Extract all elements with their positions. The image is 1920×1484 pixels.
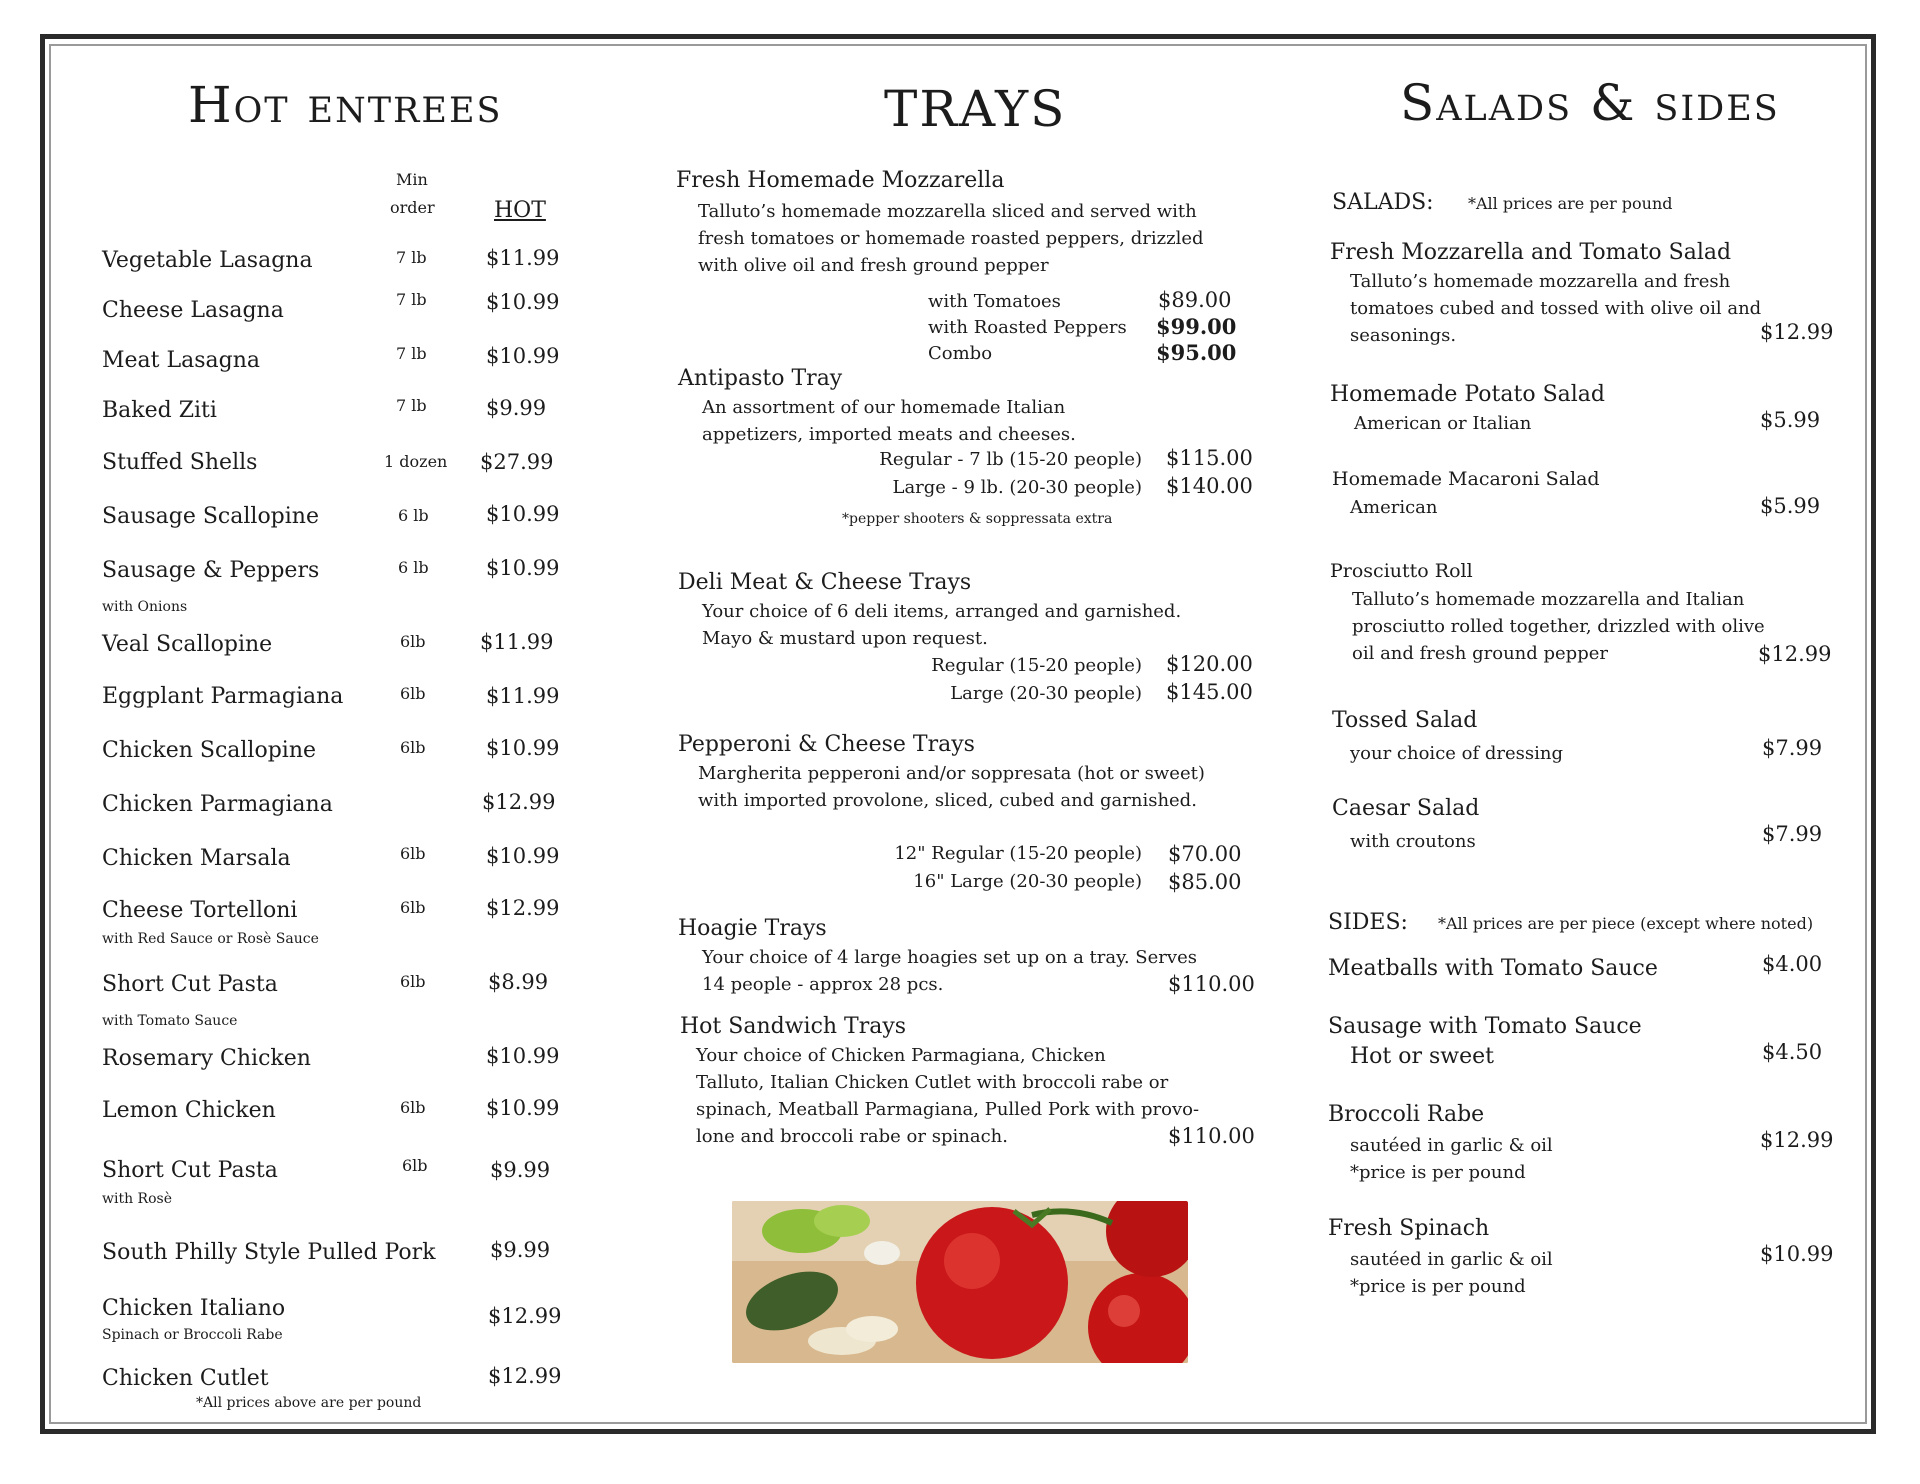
entree-price: $12.99 — [488, 1364, 562, 1388]
entree-min: 1 dozen — [384, 452, 448, 471]
salad-name: Caesar Salad — [1332, 796, 1480, 821]
hot-footnote: *All prices above are per pound — [196, 1395, 422, 1411]
hot-price-header: HOT — [494, 198, 546, 223]
salad-name: Homemade Macaroni Salad — [1332, 468, 1600, 490]
tray-pepperoni-name: Pepperoni & Cheese Trays — [678, 732, 975, 757]
salad-desc: Talluto’s homemade mozzarella and Italian prosciutto rolled together, drizzled with olive oil and fresh ground pepper — [1352, 589, 1765, 664]
entree-name: Chicken Italiano — [102, 1296, 286, 1321]
salad-name: Homemade Potato Salad — [1330, 382, 1605, 407]
salad-desc: American — [1350, 497, 1438, 518]
tray-deli-price: $145.00 — [1166, 680, 1253, 704]
trays-title: TRAYS — [884, 80, 1067, 138]
tray-pepperoni-price: $85.00 — [1168, 870, 1242, 894]
tray-hoagie-price: $110.00 — [1168, 972, 1255, 996]
hot-entrees-title: Hot entrees — [188, 76, 503, 134]
tray-mozzarella-option: with Roasted Peppers — [928, 317, 1127, 338]
entree-price: $9.99 — [486, 396, 547, 420]
entree-name: Cheese Tortelloni — [102, 898, 298, 923]
tray-deli-option: Large (20-30 people) — [950, 683, 1142, 704]
side-name: Broccoli Rabe — [1328, 1102, 1485, 1127]
entree-subtitle: with Onions — [102, 599, 188, 615]
tray-antipasto-option: Regular - 7 lb (15-20 people) — [879, 449, 1142, 470]
entree-name: Sausage & Peppers — [102, 558, 320, 583]
entree-price: $11.99 — [486, 684, 560, 708]
entree-min: 6lb — [400, 1098, 426, 1117]
side-desc: sautéed in garlic & oil *price is per pound — [1350, 1135, 1553, 1183]
tomato-photo — [732, 1201, 1188, 1363]
entree-price: $8.99 — [488, 970, 549, 994]
entree-name: Chicken Scallopine — [102, 738, 317, 763]
side-desc: Hot or sweet — [1350, 1044, 1495, 1069]
side-name: Fresh Spinach — [1328, 1216, 1490, 1241]
salad-price: $5.99 — [1760, 494, 1821, 518]
entree-name: Chicken Cutlet — [102, 1366, 269, 1391]
entree-min: 6lb — [400, 684, 426, 703]
salad-price: $5.99 — [1760, 408, 1821, 432]
entree-subtitle: with Tomato Sauce — [102, 1013, 238, 1029]
entree-name: Rosemary Chicken — [102, 1046, 311, 1071]
entree-min: 6lb — [400, 738, 426, 757]
tray-hot-sandwich-name: Hot Sandwich Trays — [680, 1014, 907, 1039]
salad-desc: with croutons — [1350, 831, 1476, 852]
entree-min: 6 lb — [398, 506, 429, 525]
salad-name: Prosciutto Roll — [1330, 560, 1473, 582]
entree-name: Chicken Parmagiana — [102, 792, 333, 817]
tray-deli-desc: Your choice of 6 deli items, arranged and garnished. Mayo & mustard upon request. — [702, 601, 1182, 649]
tray-mozzarella-option: with Tomatoes — [928, 291, 1061, 312]
side-price: $12.99 — [1760, 1128, 1834, 1152]
entree-min: 6 lb — [398, 558, 429, 577]
salad-price: $12.99 — [1758, 642, 1832, 666]
entree-name: Sausage Scallopine — [102, 504, 319, 529]
min-header-line2: order — [390, 198, 435, 217]
tray-antipasto-desc: An assortment of our homemade Italian appetizers, imported meats and cheeses. — [702, 397, 1076, 445]
entree-subtitle: with Rosè — [102, 1191, 172, 1207]
entree-price: $11.99 — [486, 246, 560, 270]
salad-price: $7.99 — [1762, 736, 1823, 760]
salad-name: Tossed Salad — [1332, 708, 1478, 733]
entree-price: $9.99 — [490, 1158, 551, 1182]
tray-pepperoni-option: 12" Regular (15-20 people) — [894, 843, 1142, 864]
entree-price: $11.99 — [480, 630, 554, 654]
tray-antipasto-price: $115.00 — [1166, 446, 1253, 470]
entree-subtitle: Spinach or Broccoli Rabe — [102, 1327, 283, 1343]
tray-mozzarella-price: $99.00 — [1156, 314, 1237, 339]
tray-pepperoni-desc: Margherita pepperoni and/or soppresata (hot or sweet) with imported provolone, sliced, cubed and garnished. — [698, 763, 1205, 811]
entree-name: Stuffed Shells — [102, 450, 258, 475]
entree-price: $10.99 — [486, 844, 560, 868]
entree-price: $10.99 — [486, 1096, 560, 1120]
salads-note: *All prices are per pound — [1468, 194, 1673, 213]
side-price: $4.50 — [1762, 1040, 1823, 1064]
entree-min: 6lb — [400, 632, 426, 651]
salad-desc: Talluto’s homemade mozzarella and fresh tomatoes cubed and tossed with olive oil and seasonings. — [1350, 271, 1762, 346]
tray-antipasto-note: *pepper shooters & soppressata extra — [842, 511, 1113, 527]
tray-antipasto-price: $140.00 — [1166, 474, 1253, 498]
entree-price: $10.99 — [486, 556, 560, 580]
tray-hoagie-name: Hoagie Trays — [678, 916, 827, 941]
tray-antipasto-name: Antipasto Tray — [678, 366, 843, 391]
tray-pepperoni-option: 16" Large (20-30 people) — [913, 871, 1142, 892]
entree-price: $10.99 — [486, 736, 560, 760]
salad-name: Fresh Mozzarella and Tomato Salad — [1330, 240, 1732, 265]
entree-name: Short Cut Pasta — [102, 1158, 278, 1183]
entree-min: 7 lb — [396, 396, 427, 415]
entree-name: Lemon Chicken — [102, 1098, 276, 1123]
side-desc: sautéed in garlic & oil *price is per pound — [1350, 1249, 1553, 1297]
entree-min: 6lb — [400, 844, 426, 863]
salads-label: SALADS: — [1332, 190, 1434, 215]
entree-price: $10.99 — [486, 290, 560, 314]
entree-min: 7 lb — [396, 248, 427, 267]
entree-price: $10.99 — [486, 344, 560, 368]
entree-name: Chicken Marsala — [102, 846, 291, 871]
salad-desc: American or Italian — [1354, 413, 1532, 434]
entree-min: 6lb — [402, 1156, 428, 1175]
tray-mozzarella-price: $95.00 — [1156, 340, 1237, 365]
tray-deli-name: Deli Meat & Cheese Trays — [678, 570, 972, 595]
entree-price: $10.99 — [486, 1044, 560, 1068]
entree-price: $10.99 — [486, 502, 560, 526]
entree-min: 7 lb — [396, 344, 427, 363]
entree-price: $9.99 — [490, 1238, 551, 1262]
tray-deli-price: $120.00 — [1166, 652, 1253, 676]
sides-note: *All prices are per piece (except where noted) — [1438, 914, 1814, 933]
sides-label: SIDES: — [1328, 910, 1408, 935]
entree-min: 7 lb — [396, 290, 427, 309]
tray-mozzarella-price: $89.00 — [1158, 288, 1232, 312]
entree-price: $12.99 — [482, 790, 556, 814]
entree-name: Vegetable Lasagna — [102, 248, 313, 273]
tray-mozzarella-desc: Talluto’s homemade mozzarella sliced and served with fresh tomatoes or homemade roasted peppers, drizzled with olive oil and fresh ground pepper — [698, 201, 1204, 276]
tray-hot-sandwich-desc: Your choice of Chicken Parmagiana, Chicken Talluto, Italian Chicken Cutlet with broccoli rabe or spinach, Meatball Parmagiana, Pulled Pork with provo- lone and broccoli rabe or spinach. — [696, 1045, 1200, 1147]
entree-price: $12.99 — [488, 1304, 562, 1328]
entree-subtitle: with Red Sauce or Rosè Sauce — [102, 931, 319, 947]
entree-name: Meat Lasagna — [102, 348, 260, 373]
min-header-line1: Min — [396, 170, 428, 189]
salad-desc: your choice of dressing — [1350, 743, 1563, 764]
tray-antipasto-option: Large - 9 lb. (20-30 people) — [892, 477, 1142, 498]
salad-price: $7.99 — [1762, 822, 1823, 846]
side-name: Sausage with Tomato Sauce — [1328, 1014, 1642, 1039]
side-price: $10.99 — [1760, 1242, 1834, 1266]
salads-sides-title: Salads & sides — [1400, 74, 1780, 132]
entree-name: South Philly Style Pulled Pork — [102, 1240, 436, 1265]
entree-name: Eggplant Parmagiana — [102, 684, 344, 709]
salad-price: $12.99 — [1760, 320, 1834, 344]
tray-mozzarella-option: Combo — [928, 343, 993, 364]
entree-name: Veal Scallopine — [102, 632, 273, 657]
entree-price: $12.99 — [486, 896, 560, 920]
tomato-photo-art — [732, 1201, 1188, 1363]
tray-pepperoni-price: $70.00 — [1168, 842, 1242, 866]
entree-min: 6lb — [400, 898, 426, 917]
entree-min: 6lb — [400, 972, 426, 991]
tray-mozzarella-name: Fresh Homemade Mozzarella — [676, 168, 1005, 193]
entree-name: Baked Ziti — [102, 398, 217, 423]
entree-price: $27.99 — [480, 450, 554, 474]
tray-deli-option: Regular (15-20 people) — [931, 655, 1142, 676]
side-name: Meatballs with Tomato Sauce — [1328, 956, 1658, 981]
tray-hoagie-desc: Your choice of 4 large hoagies set up on a tray. Serves 14 people - approx 28 pcs. — [702, 947, 1197, 995]
side-price: $4.00 — [1762, 952, 1823, 976]
entree-name: Cheese Lasagna — [102, 298, 284, 323]
tray-hot-sandwich-price: $110.00 — [1168, 1124, 1255, 1148]
entree-name: Short Cut Pasta — [102, 972, 278, 997]
